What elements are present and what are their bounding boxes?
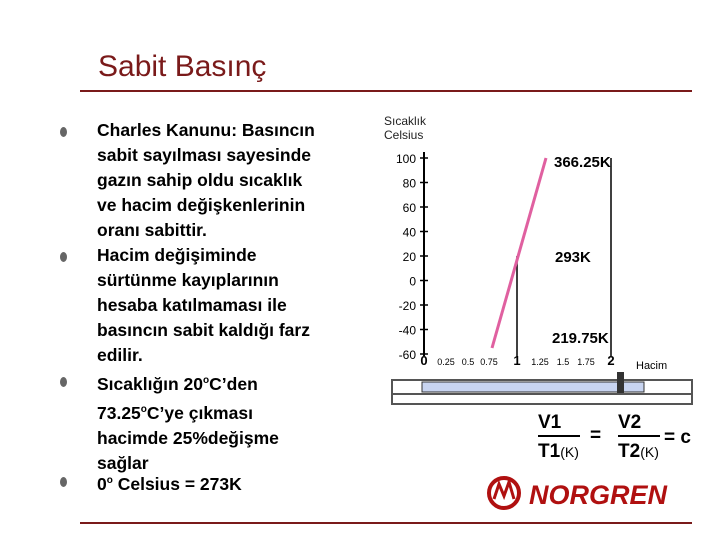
x-tick-label: 0: [420, 353, 428, 368]
annotation-219k: 219.75K: [552, 330, 609, 347]
bullet-friction: Hacim değişiminde sürtünme kayıplarının hesaba katılmaması ile basıncın sabit kaldığı farz edilir.: [60, 243, 310, 368]
bullet-dot-icon: [60, 127, 67, 137]
formula-t2: T2(K): [618, 441, 659, 462]
formula-v1: V1: [538, 412, 562, 433]
annotation-293k: 293K: [555, 249, 591, 266]
bullet-charles-law: Charles Kanunu: Basıncın sabit sayılması sayesinde gazın sahip oldu sıcaklık ve hacim değişkenlerinin oranı sabittir.: [60, 118, 315, 243]
fraction-bar-1: [538, 435, 580, 437]
y-tick-label: 40: [402, 225, 416, 240]
x-tick-label: 2: [607, 353, 615, 368]
x-tick-label: 0.5: [461, 357, 475, 367]
formula-v2: V2: [618, 412, 642, 433]
temperature-volume-line: [492, 158, 546, 348]
bullet-dot-icon: [60, 252, 67, 262]
y-tick-label: 80: [402, 176, 416, 191]
cylinder-bottom-wall: [392, 394, 692, 404]
y-tick-label: -20: [398, 299, 416, 313]
bullet-celsius-kelvin: 0$^o$ Celsius = 273K: [60, 468, 242, 497]
cylinder-gas: [422, 382, 644, 392]
y-tick-label: -40: [398, 323, 416, 338]
title-divider: [80, 90, 692, 92]
bullet-dot-icon: [60, 477, 67, 487]
slide-title: Sabit Basınç: [98, 50, 267, 83]
footer-divider: [80, 522, 692, 524]
norgren-logo: [485, 472, 700, 514]
bullet-dot-icon: [60, 377, 67, 387]
x-tick-label: 1: [513, 353, 521, 368]
y-axis-title-line1: Sıcaklık: [384, 114, 427, 128]
x-tick-label: 0.75: [480, 357, 498, 367]
graph-svg: [380, 112, 710, 412]
y-axis-title-line2: Celsius: [384, 128, 424, 142]
x-tick-label: 1.75: [577, 357, 595, 367]
norgren-logo-text: NORGREN: [529, 480, 668, 510]
formula-equals: =: [590, 425, 602, 446]
bullet-temperature-change: Sıcaklığın 20$^o$C’den 73.25$^o$C’ye çıkması hacimde 25%değişme sağlar: [60, 368, 279, 476]
y-tick-label: -60: [398, 348, 416, 362]
annotation-366k: 366.25K: [554, 154, 611, 171]
fraction-bar-2: [618, 435, 660, 437]
y-tick-label: 60: [402, 201, 416, 215]
y-tick-label: 100: [395, 152, 416, 166]
formula-constant: = c: [664, 427, 691, 448]
x-tick-label: 0.25: [437, 357, 455, 367]
x-axis-title: Hacim: [636, 360, 668, 372]
formula-t1: T1(K): [538, 441, 579, 462]
temperature-volume-graph: [380, 112, 710, 412]
x-tick-label: 1.25: [531, 357, 549, 367]
x-tick-label: 1.5: [556, 357, 570, 367]
y-tick-label: 20: [402, 250, 416, 264]
y-tick-label: 0: [409, 274, 416, 289]
